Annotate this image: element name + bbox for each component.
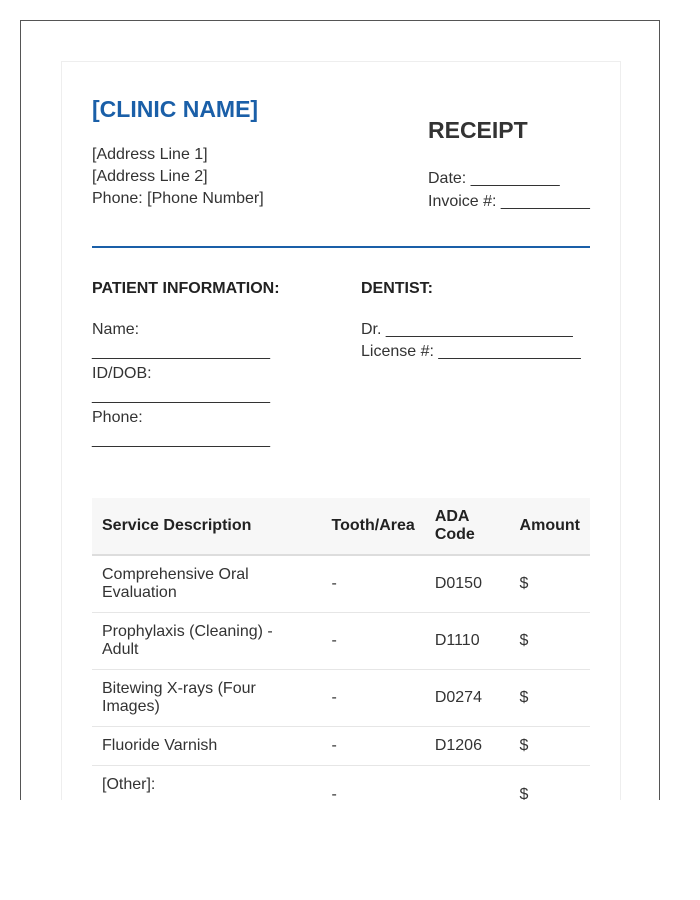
cell-amount: $ xyxy=(510,555,590,613)
cell-amount: $ xyxy=(510,727,590,766)
cell-description: Prophylaxis (Cleaning) - Adult xyxy=(92,613,322,670)
dentist-heading: DENTIST: xyxy=(361,280,433,297)
header-divider xyxy=(92,246,590,248)
header-ada-code: ADA Code xyxy=(425,498,510,555)
patient-fields xyxy=(92,319,270,451)
patient-info-heading: PATIENT INFORMATION: xyxy=(92,280,280,297)
clinic-name: [CLINIC NAME] xyxy=(92,96,259,122)
patient-name-label: Name: xyxy=(92,321,140,338)
clinic-phone: Phone: [Phone Number] xyxy=(92,190,264,207)
cell-amount: $ xyxy=(510,613,590,670)
cell-ada-code xyxy=(425,766,510,801)
dentist-name-field: Dr. _____________________ xyxy=(361,321,573,338)
clinic-address-block xyxy=(92,144,264,210)
receipt-invoice-field: Invoice #: __________ xyxy=(428,193,590,210)
table-row xyxy=(92,670,590,727)
cell-amount: $ xyxy=(510,670,590,727)
address-line-2: [Address Line 2] xyxy=(92,168,208,185)
table-header-row xyxy=(92,498,590,555)
table-row xyxy=(92,766,590,801)
cell-ada-code: D1206 xyxy=(425,727,510,766)
cell-tooth-area: - xyxy=(331,786,337,800)
patient-id-blank: ____________________ xyxy=(92,387,270,404)
patient-phone-label: Phone: xyxy=(92,409,143,426)
cell-description: [Other]: xyxy=(102,776,156,793)
cell-description: Fluoride Varnish xyxy=(92,727,322,766)
receipt-title: RECEIPT xyxy=(428,117,528,143)
patient-id-label: ID/DOB: xyxy=(92,365,152,382)
table-row xyxy=(92,613,590,670)
cell-tooth-area: - xyxy=(322,555,425,613)
table-row xyxy=(92,555,590,613)
cell-ada-code: D0274 xyxy=(425,670,510,727)
cell-description: Bitewing X-rays (Four Images) xyxy=(92,670,322,727)
dentist-license-field: License #: ________________ xyxy=(361,343,581,360)
dentist-fields xyxy=(361,319,581,363)
receipt-meta xyxy=(428,167,590,213)
cell-ada-code: D0150 xyxy=(425,555,510,613)
patient-name-blank: ____________________ xyxy=(92,343,270,360)
header-amount: Amount xyxy=(510,498,590,555)
receipt-date-field: Date: __________ xyxy=(428,170,560,187)
cell-ada-code: D1110 xyxy=(425,613,510,670)
cell-description: Comprehensive Oral Evaluation xyxy=(92,555,322,613)
cell-amount: $ xyxy=(519,786,529,800)
cell-tooth-area: - xyxy=(322,670,425,727)
patient-phone-blank: ____________________ xyxy=(92,431,270,448)
cell-tooth-area: - xyxy=(322,613,425,670)
receipt-card xyxy=(61,61,621,800)
services-table xyxy=(92,498,590,800)
table-row xyxy=(92,727,590,766)
address-line-1: [Address Line 1] xyxy=(92,146,208,163)
cell-tooth-area: - xyxy=(322,727,425,766)
document-page xyxy=(20,20,660,800)
header-tooth-area: Tooth/Area xyxy=(322,498,425,555)
header-service-description: Service Description xyxy=(92,498,322,555)
